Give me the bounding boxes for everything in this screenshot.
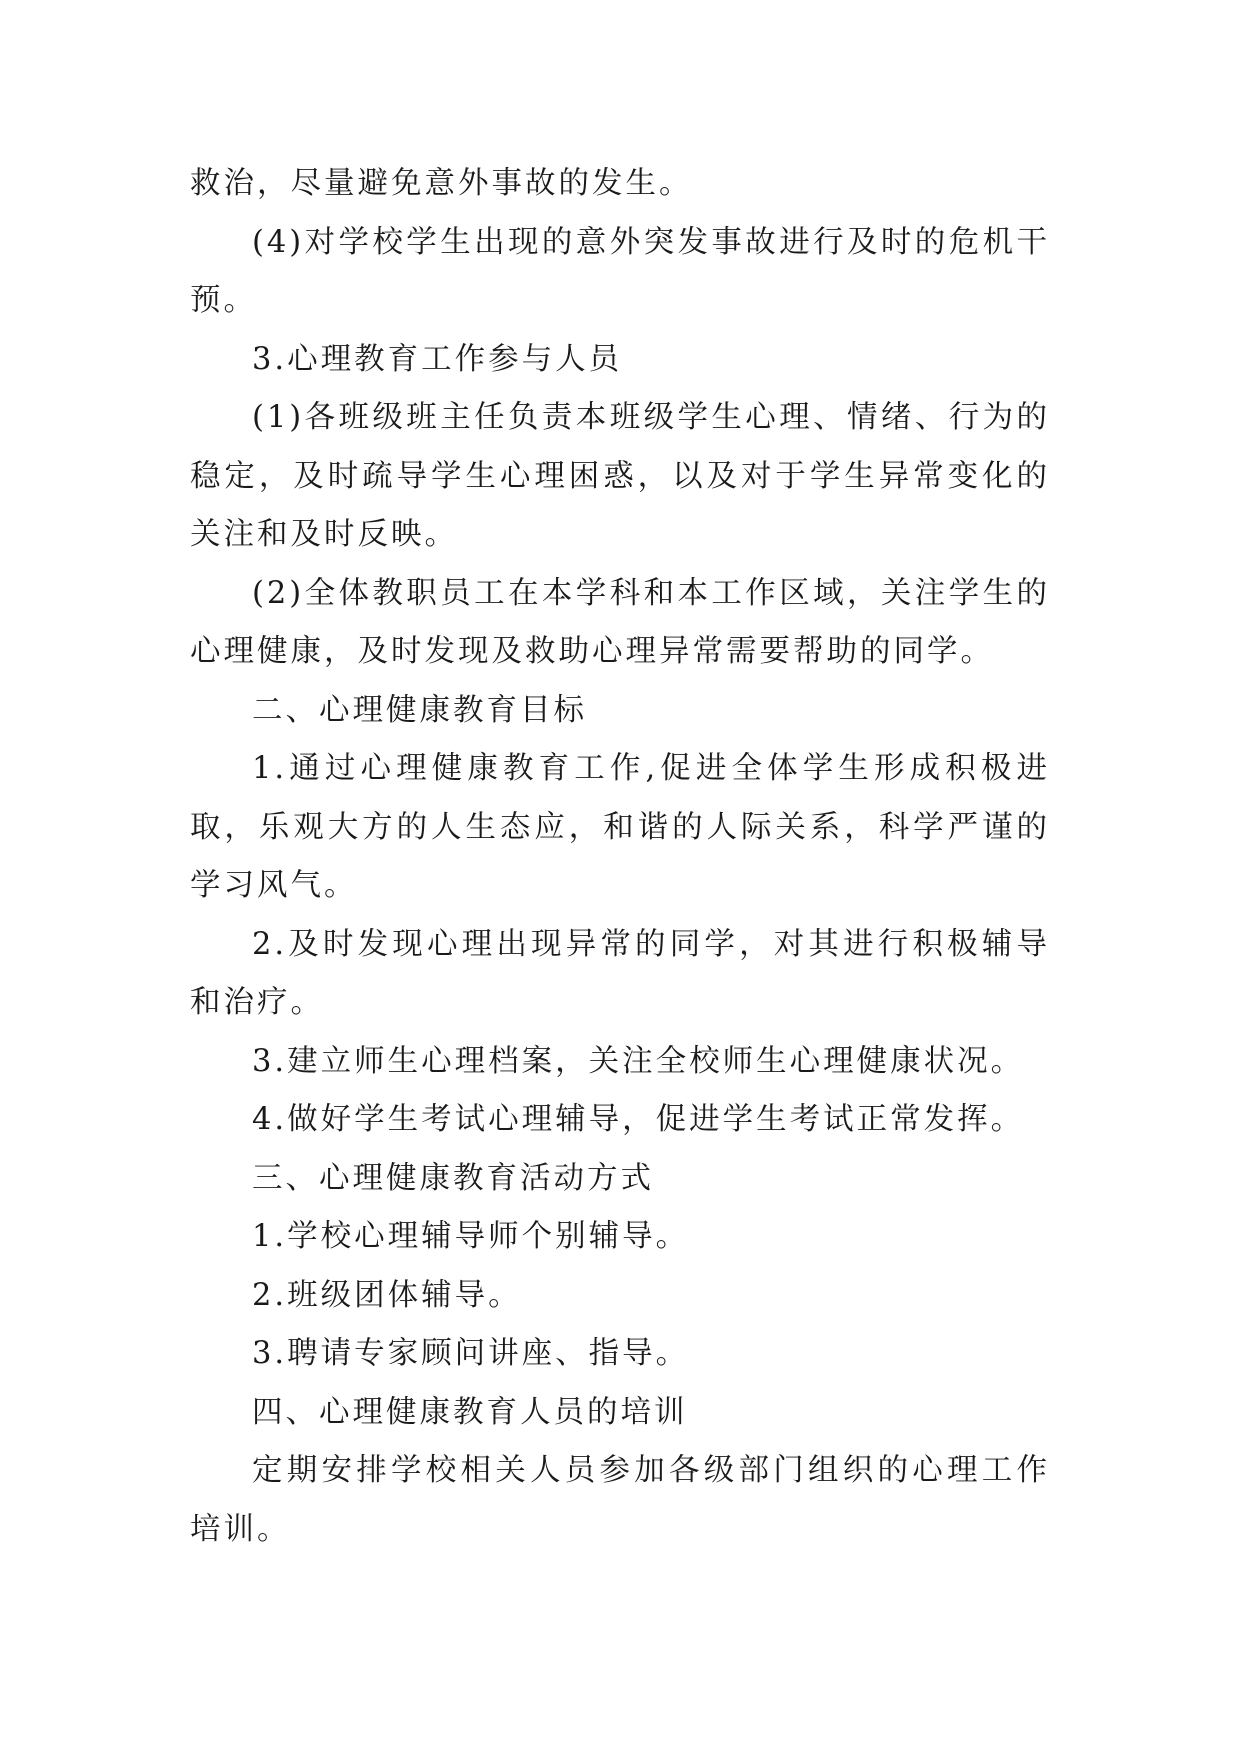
activity-item-2: 2.班级团体辅导。 xyxy=(252,1277,522,1313)
paragraph-continuation: 救治，尽量避免意外事故的发生。 xyxy=(190,166,693,201)
training-paragraph: 定期安排学校相关人员参加各级部门组织的心理工作培训。 xyxy=(190,1453,1050,1547)
section-heading-goals: 二、心理健康教育目标 xyxy=(252,692,587,728)
activity-item-1: 1.学校心理辅导师个别辅导。 xyxy=(252,1219,690,1254)
activity-item-3: 3.聘请专家顾问讲座、指导。 xyxy=(252,1336,690,1371)
section-heading-participants: 3.心理教育工作参与人员 xyxy=(252,341,623,377)
document-body xyxy=(190,155,1050,1559)
goal-item-1: 1.通过心理健康教育工作,促进全体学生形成积极进取，乐观大方的人生态应，和谐的人际关系，科学严谨的学习风气。 xyxy=(190,751,1050,903)
paragraph-item-1: (1)各班级班主任负责本班级学生心理、情绪、行为的稳定，及时疏导学生心理困惑，以及对于学生异常变化的关注和及时反映。 xyxy=(190,400,1050,552)
section-heading-training: 四、心理健康教育人员的培训 xyxy=(252,1394,688,1430)
goal-item-2: 2.及时发现心理出现异常的同学，对其进行积极辅导和治疗。 xyxy=(190,926,1050,1020)
goal-item-3: 3.建立师生心理档案，关注全校师生心理健康状况。 xyxy=(252,1043,1025,1079)
paragraph-item-4: (4)对学校学生出现的意外突发事故进行及时的危机干预。 xyxy=(190,224,1050,318)
goal-item-4: 4.做好学生考试心理辅导，促进学生考试正常发挥。 xyxy=(252,1102,1025,1137)
section-heading-activities: 三、心理健康教育活动方式 xyxy=(252,1160,654,1196)
paragraph-item-2: (2)全体教职员工在本学科和本工作区域，关注学生的心理健康，及时发现及救助心理异常需要帮助的同学。 xyxy=(190,575,1050,669)
